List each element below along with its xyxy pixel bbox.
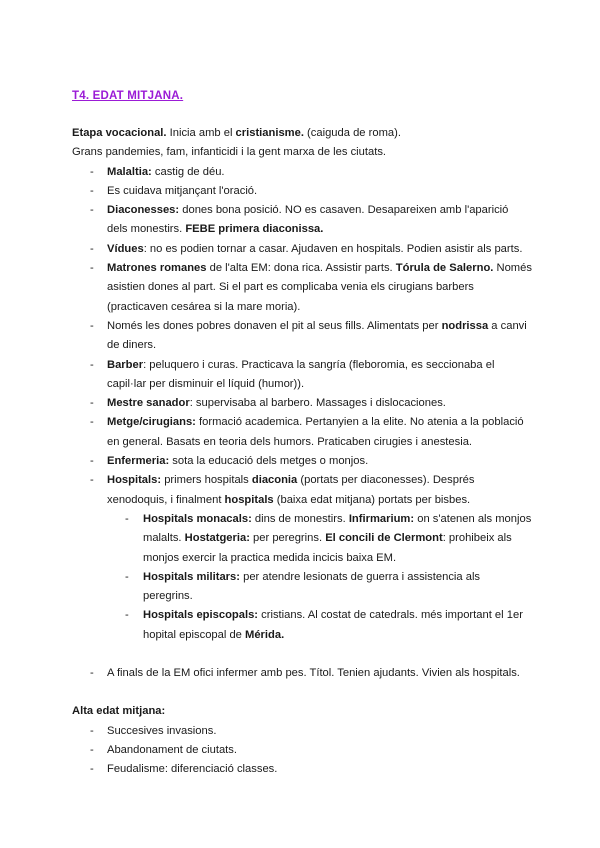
section-heading-alta: Alta edat mitjana: [72,705,166,718]
sublist-item-monacals: - Hospitals monacals: dins de monestirs. Infirmarium: on s'atenen als monjos malalts. Hostatgeria: per peregrins. El concili de Clermont: prohibeix als monjos exercir la practica medida incicis baixa EM. [107,510,532,568]
list-item-malaltia: - Malaltia: castig de déu. [72,163,532,182]
list-item-nodrissa: - Només les dones pobres donaven el pit al seus fills. Alimentats per nodrissa a canvi de diners. [72,317,532,356]
list-item-hospitals: - Hospitals: primers hospitals diaconia (portats per diaconesses). Després xenodoquis, i finalment hospitals (baixa edat mitjana) portats per bisbes. - Hospitals monacals: dins de monestirs. Infirmarium: on s'atenen als monjos malalts. Hostatgeria: per peregrins. El concili de Clermont: prohibeix als monjos exercir la practica medida incicis baixa EM. - Hospitals militars: per atendre lesionats de guerra i assistencia als peregrins. - Hospitals episcopals: cristians. Al costat de catedrals. més important el 1er hopital episcopal de Mérida. [72,471,532,645]
final-list [72,664,532,683]
list-item: - Succesives invasions. [72,722,532,741]
list-item-metge: - Metge/cirugians: formació academica. Pertanyien a la elite. No atenia a la població en general. Basats en teoria dels humors. Praticaben cirugies i anestesia. [72,413,532,452]
sublist-item-episcopals: - Hospitals episcopals: cristians. Al costat de catedrals. més important el 1er hopital episcopal de Mérida. [107,606,532,645]
intro-line-2: Grans pandemies, fam, infanticidi i la gent marxa de les ciutats. [72,146,387,159]
list-item-final: - A finals de la EM ofici infermer amb pes. Títol. Tenien ajudants. Vivien als hospitals. [72,664,532,683]
list-item-enfermeria: - Enfermeria: sota la educació dels metges o monjos. [72,452,532,471]
document-title: T4. EDAT MITJANA. [72,90,184,102]
list-item-barber: - Barber: peluquero i curas. Practicava la sangría (fleboromia, es seccionaba el capil·lar per disminuir el líquid (humor)). [72,356,532,395]
spacer [72,645,532,664]
list-item-mestre-sanador: - Mestre sanador: supervisaba al barbero. Massages i dislocaciones. [72,394,532,413]
list-item: - Feudalisme: diferenciació classes. [72,760,532,779]
intro-line-1 [72,124,532,143]
bold-text: cristianisme. [235,127,304,139]
sublist-item-militars: - Hospitals militars: per atendre lesionats de guerra i assistencia als peregrins. [107,568,532,607]
list-item-matrones: - Matrones romanes de l'alta EM: dona rica. Assistir parts. Tórula de Salerno. Només asistien dones al part. Si el part es complicaba venia els cirugians barbers (practicaven cesárea si la mare moria). [72,259,532,317]
document-page [72,90,532,780]
list-item-oracio: - Es cuidava mitjançant l'oració. [72,182,532,201]
list-item: - Abandonament de ciutats. [72,741,532,760]
bold-text: Etapa vocacional. [72,127,167,139]
main-list [72,163,532,645]
text: Inicia amb el [166,127,236,139]
text: (caiguda de roma). [303,127,401,139]
list-item-vidues: - Vídues: no es podien tornar a casar. Ajudaven en hospitals. Podien asistir als parts. [72,240,532,259]
hospitals-sublist [107,510,532,645]
list-item-diaconesses: - Diaconesses: dones bona posició. NO es casaven. Desapareixen amb l'aparició dels monestirs. FEBE primera diaconissa. [72,201,532,240]
spacer [72,683,532,702]
alta-list [72,722,532,780]
